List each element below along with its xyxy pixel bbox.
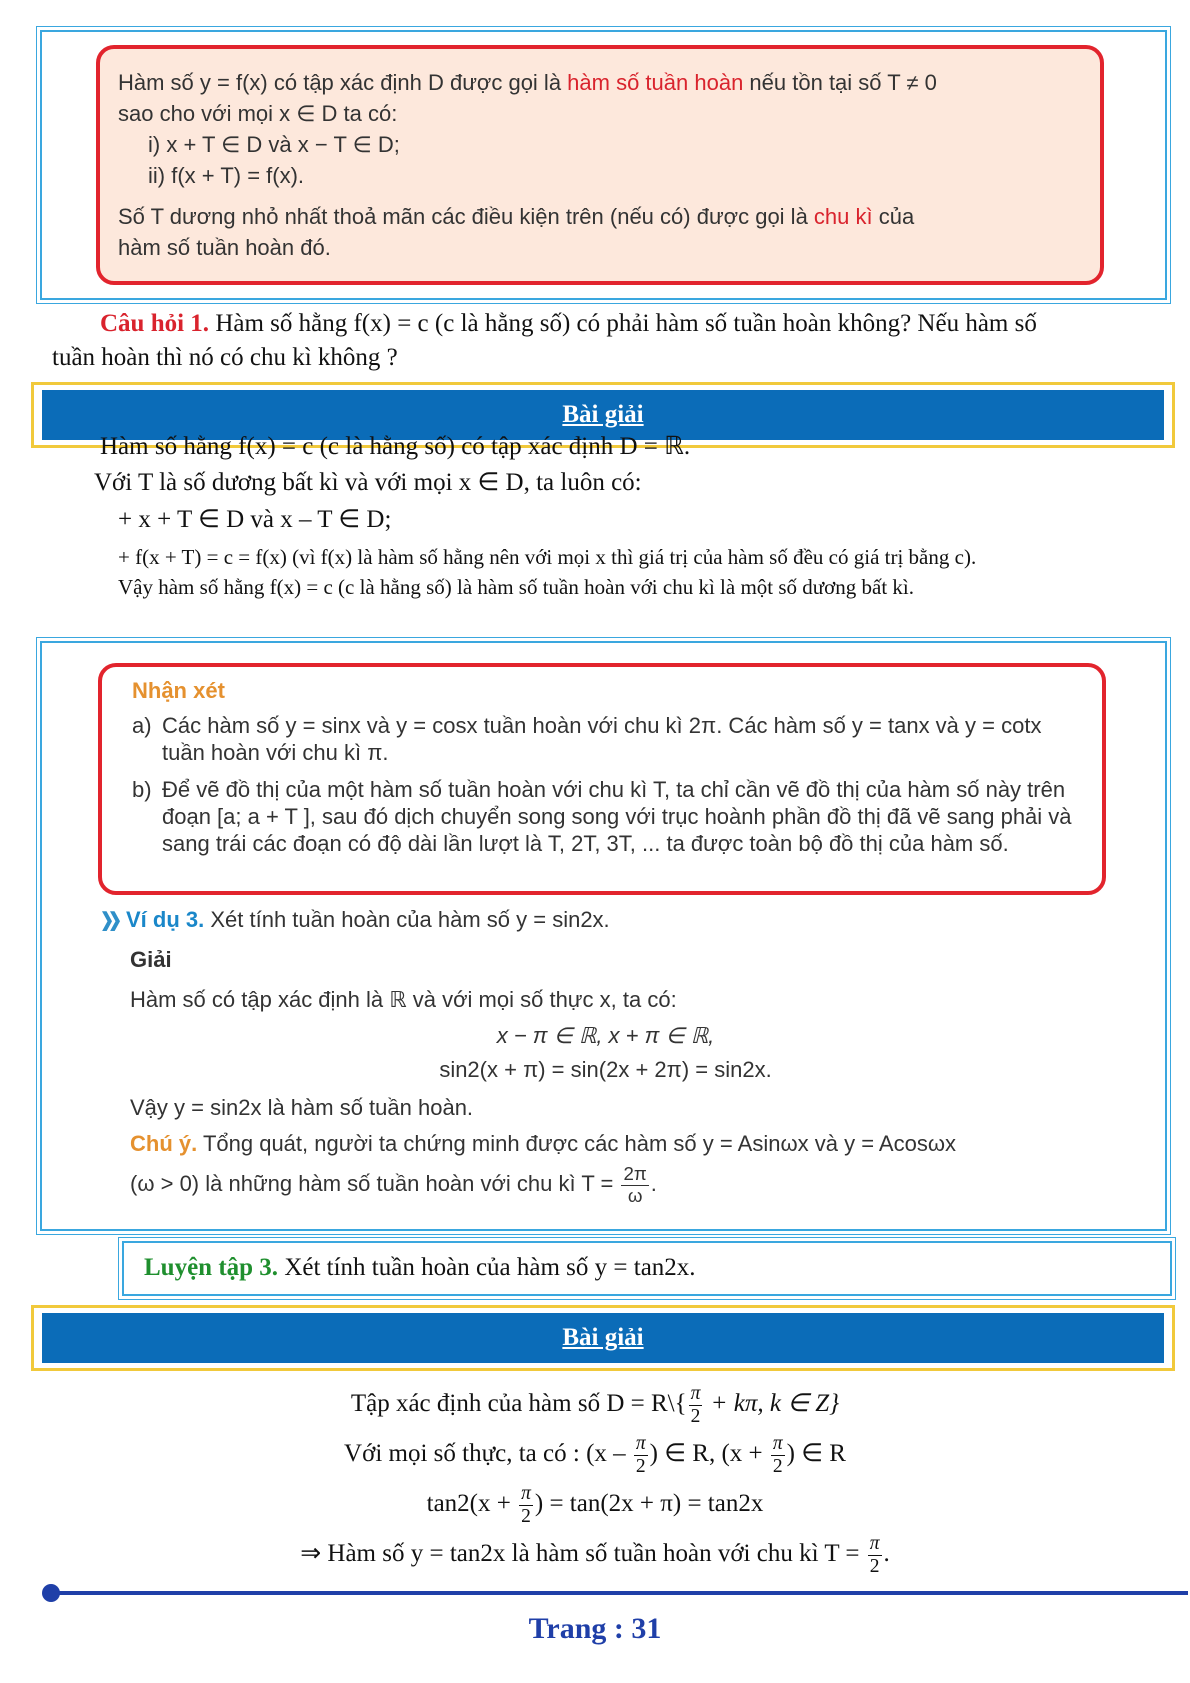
definition-line-1: Hàm số y = f(x) có tập xác định D được gọi là hàm số tuần hoàn nếu tồn tại số T ≠ 0 — [118, 70, 937, 95]
example-3-line-3: sin2(x + π) = sin(2x + 2π) = sin2x. — [439, 1057, 772, 1082]
chevron-right-icon — [102, 911, 112, 931]
remark-item-a: a) Các hàm số y = sinx và y = cosx tuần hoàn với chu kì 2π. Các hàm số y = tanx và y = cotx tuần hoàn với chu kì π. — [132, 713, 1042, 765]
definition-condition-1: i) x + T ∈ D và x − T ∈ D; — [148, 132, 400, 157]
definition-condition-2: ii) f(x + T) = f(x). — [148, 163, 305, 188]
remark-title: Nhận xét — [132, 678, 225, 703]
solution-heading-label: Bài giải — [562, 401, 644, 428]
definition-line-2: sao cho với mọi x ∈ D ta có: — [118, 101, 398, 126]
question-1-line-2: tuần hoàn thì nó có chu kì không ? — [52, 344, 398, 371]
question-1: Câu hỏi 1. Hàm số hằng f(x) = c (c là hằng số) có phải hàm số tuần hoàn không? Nếu hàm số tuần hoàn thì nó có chu kì không ? — [52, 307, 1142, 375]
definition-line-6: hàm số tuần hoàn đó. — [118, 235, 331, 260]
practice-3-label: Luyện tập 3. — [144, 1254, 279, 1281]
solution-1-line-3: + x + T ∈ D và x – T ∈ D; — [118, 506, 392, 533]
solution-heading-2 — [31, 1305, 1175, 1371]
solution-1-line-2: Với T là số dương bất kì và với mọi x ∈ D, ta luôn có: — [94, 469, 642, 496]
example-3-heading: Ví dụ 3. Xét tính tuần hoàn của hàm số y = sin2x. — [102, 907, 610, 933]
practice-3: Luyện tập 3. Xét tính tuần hoàn của hàm số y = tan2x. — [122, 1241, 1172, 1296]
remark-content — [98, 663, 1106, 895]
solution-1-line-5: Vậy hàm số hằng f(x) = c (c là hằng số) là hàm số tuần hoàn với chu kì là một số dương bất kì. — [118, 575, 915, 599]
page-number: Trang : 31 — [528, 1612, 662, 1645]
definition-box — [40, 30, 1167, 300]
solution-2-line-3: tan2(x + $\frac{\pi}{2}$ ) = tan(2x + π) = tan2x — [426, 1483, 764, 1527]
example-3-note-line-2: (ω > 0) là những hàm số tuần hoàn với chu kì T = $\frac{2\pi}{\omega}$ . — [130, 1163, 657, 1206]
solution-2-line-2: Với mọi số thực, ta có : (x – $\frac{\pi}{2}$ ) ∈ R, (x + $\frac{\pi}{2}$ ) ∈ R — [344, 1433, 846, 1477]
solution-1-line-4: + f(x + T) = c = f(x) (vì f(x) là hàm số hằng nên với mọi x thì giá trị của hàm số đều có giá trị bằng c). — [118, 545, 977, 569]
solution-1-line-1: Hàm số hằng f(x) = c (c là hằng số) có tập xác định D = ℝ. — [100, 433, 691, 460]
remark-item-b: b) Để vẽ đồ thị của một hàm số tuần hoàn với chu kì T, ta chỉ cần vẽ đồ thị của hàm số này trên đoạn [a; a + T ], sau đó dịch chuyển song song với trục hoành phần đồ thị đã vẽ sang phải và sang trái các đoạn có độ dài lần lượt là T, 2T, 3T, ... ta được toàn bộ đồ thị của hàm số. — [132, 777, 1072, 856]
example-3-line-1: Hàm số có tập xác định là ℝ và với mọi số thực x, ta có: — [130, 987, 677, 1012]
footer-divider — [48, 1591, 1188, 1595]
solution-heading-label: Bài giải — [562, 1324, 644, 1351]
definition-line-5: Số T dương nhỏ nhất thoả mãn các điều kiện trên (nếu có) được gọi là chu kì của — [118, 204, 915, 229]
footer-dot — [42, 1584, 60, 1602]
remark-box — [40, 641, 1167, 1231]
example-3-note: Chú ý. Tổng quát, người ta chứng minh được các hàm số y = Asinωx và y = Acosωx — [130, 1131, 957, 1156]
example-3-line-4: Vậy y = sin2x là hàm số tuần hoàn. — [130, 1095, 474, 1120]
solution-2-line-4: ⇒ Hàm số y = tan2x là hàm số tuần hoàn với chu kì T = $\frac{\pi}{2}$ . — [300, 1533, 890, 1577]
definition-content — [96, 45, 1104, 285]
example-3-solution-title: Giải — [130, 947, 172, 972]
example-3-line-2: x − π ∈ ℝ, x + π ∈ ℝ, — [496, 1023, 715, 1048]
question-1-label: Câu hỏi 1. — [100, 310, 210, 337]
solution-2-line-1: Tập xác định của hàm số D = R\{ $\frac{\pi}{2}$ + kπ, k ∈ Z} — [350, 1383, 840, 1427]
